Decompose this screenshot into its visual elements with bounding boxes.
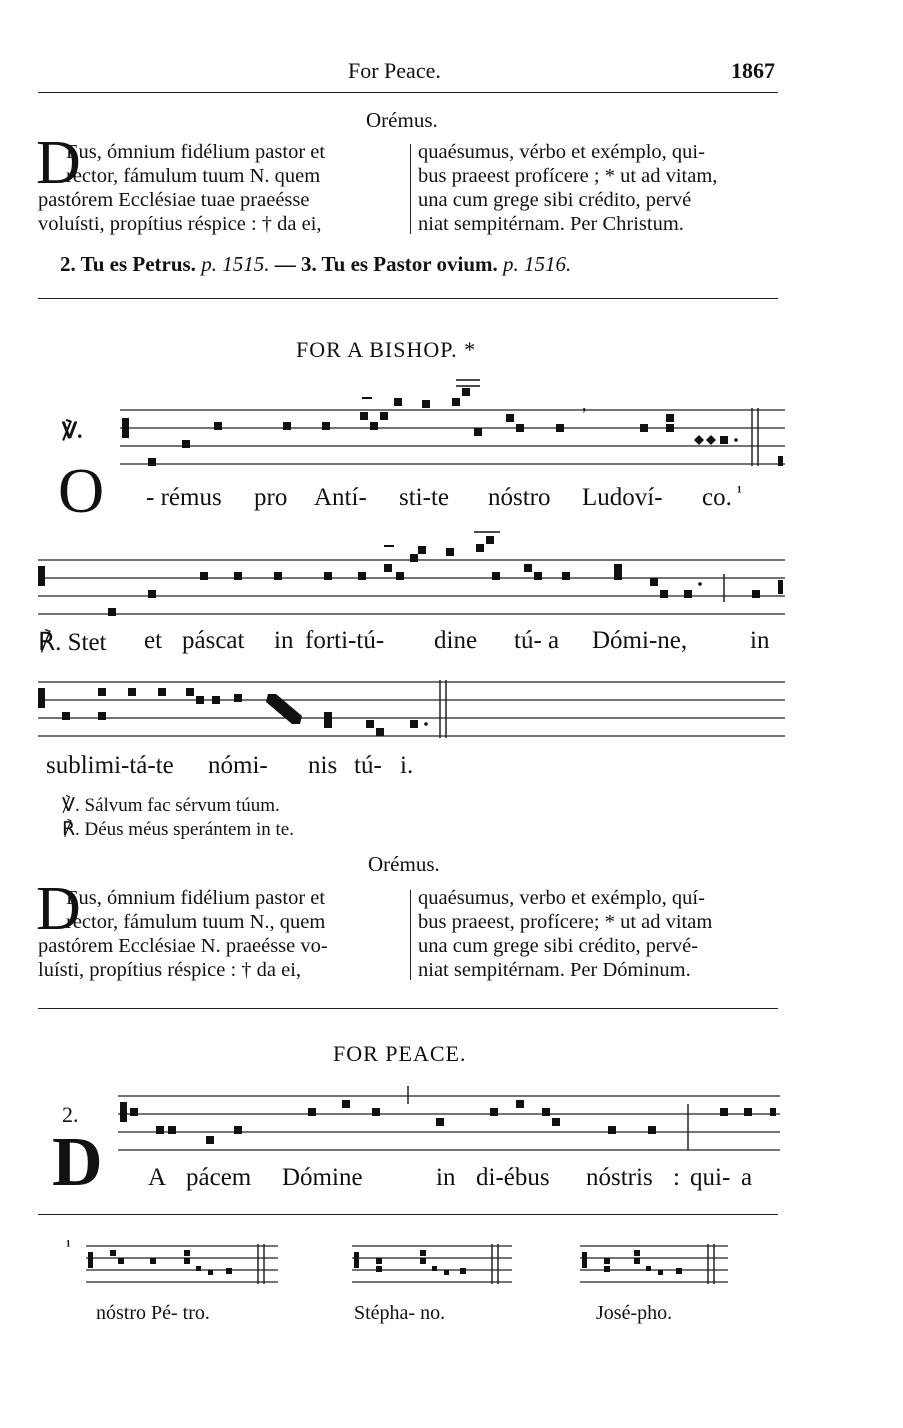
response-line: ℟. Déus méus sperántem in te. xyxy=(62,819,294,840)
footnote-alternative: Stépha- no. xyxy=(354,1302,446,1324)
lyric-syllable: co. xyxy=(702,484,732,511)
footnote-rule xyxy=(38,1214,778,1215)
section-rule xyxy=(38,1008,778,1009)
lyric-syllable: tú- xyxy=(354,752,382,779)
lyric-syllable: Dómi-ne, xyxy=(592,627,688,654)
footnote-mark: ¹ xyxy=(66,1238,71,1255)
prayer-right-column: quaésumus, verbo et exémplo, quí- bus praeest, profícere; * ut ad vitam una cum grege sibi crédito, pervé- niat sempitérnam. Per Dóminum. xyxy=(418,887,713,981)
lyric-syllable: nómi- xyxy=(208,752,268,779)
staff-4 xyxy=(118,1086,780,1150)
lyric-syllable: a xyxy=(741,1164,753,1191)
chant-number: 2. xyxy=(62,1102,79,1127)
lyric-syllable: sti-te xyxy=(399,484,449,511)
lyric-syllable: nis xyxy=(308,752,338,779)
section-heading: FOR PEACE. xyxy=(333,1041,467,1066)
lyric-syllable: nóstro xyxy=(488,484,551,511)
big-initial: D xyxy=(52,1124,103,1201)
footnote-alternative: nóstro Pé- tro. xyxy=(96,1302,210,1324)
lyric-syllable: : xyxy=(673,1164,680,1191)
staff-2 xyxy=(38,532,785,616)
lyric-syllable: in xyxy=(750,627,770,654)
lyric-syllable: Ludoví- xyxy=(582,484,663,511)
lyric-syllable: pácem xyxy=(186,1164,252,1191)
lyric-syllable: et xyxy=(144,627,163,654)
lyric-syllable: i. xyxy=(400,752,414,779)
svg-text:,: , xyxy=(582,394,587,414)
page-number: 1867 xyxy=(731,58,775,83)
big-initial: O xyxy=(58,455,105,526)
lyric-syllable: in xyxy=(436,1164,456,1191)
staff-1 xyxy=(120,380,785,466)
lyric-syllable: - rémus xyxy=(146,484,222,511)
lyric-syllable: Dómine xyxy=(282,1164,363,1191)
lyric-syllable: qui- xyxy=(690,1164,731,1191)
versicle-sign: ℣. xyxy=(62,418,83,443)
lyric-syllable: tú- a xyxy=(514,627,560,654)
lyric-syllable: pro xyxy=(254,484,288,511)
lyric-syllable: in xyxy=(274,627,294,654)
prayer-right-column: quaésumus, vérbo et exémplo, qui- bus praeest profícere ; * ut ad vitam, una cum grege sibi crédito, pervé niat sempitérnam. Per Christum. xyxy=(418,141,718,235)
lyric-syllable: páscat xyxy=(182,627,245,654)
running-title: For Peace. xyxy=(348,58,441,83)
drop-cap: D xyxy=(36,875,81,943)
footnote-alternative: José-pho. xyxy=(596,1302,673,1324)
prayer-left-column: Eus, ómnium fidélium pastor et rector, fámulum tuum N. quem pastórem Ecclésiae tuae praeésse voluísti, propítius réspice : † da ei, xyxy=(38,141,326,235)
lyric-syllable: ℟. Stet xyxy=(38,629,107,656)
prayer-left-column: Eus, ómnium fidélium pastor et rector, fámulum tuum N., quem pastórem Ecclésiae N. praeésse vo- luísti, propítius réspice : † da ei, xyxy=(38,887,328,981)
cross-references: 2. Tu es Petrus. p. 1515. — 3. Tu es Pastor ovium. p. 1516. xyxy=(60,252,572,276)
staff-3 xyxy=(38,680,785,738)
lyric-syllable: di-ébus xyxy=(476,1164,550,1191)
lyric-syllable: nóstris xyxy=(586,1164,653,1191)
oremus-heading: Orémus. xyxy=(368,852,440,876)
column-divider xyxy=(410,890,411,980)
footnote-staves xyxy=(86,1244,728,1284)
oremus-heading: Orémus. xyxy=(366,108,438,132)
lyric-syllable: forti-tú- xyxy=(305,627,385,654)
versicle-line: ℣. Sálvum fac sérvum túum. xyxy=(62,795,280,816)
footnote-mark: ¹ xyxy=(737,484,742,501)
drop-cap: D xyxy=(36,129,81,197)
lyric-syllable: dine xyxy=(434,627,478,654)
lyric-syllable: A xyxy=(148,1164,167,1191)
lyric-syllable: sublimi-tá-te xyxy=(46,752,174,779)
section-heading: FOR A BISHOP. * xyxy=(296,337,477,362)
lyric-syllable: Antí- xyxy=(314,484,367,511)
